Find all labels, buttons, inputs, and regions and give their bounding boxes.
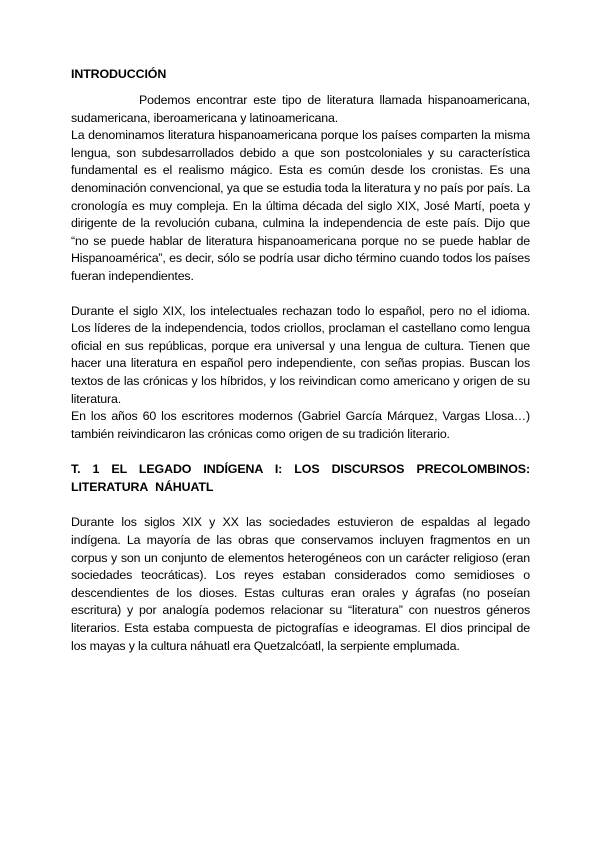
section-heading: T. 1 EL LEGADO INDÍGENA I: LOS DISCURSOS PRECOLOMBINOS: LITERATURA NÁHUATL bbox=[71, 462, 530, 494]
spacer bbox=[71, 496, 530, 514]
section-paragraph-1: Durante los siglos XIX y XX las sociedades estuvieron de espaldas al legado indígena. La mayoría de las obras que conservamos incluyen fragmentos en un corpus y son un conjunto de elementos heterogéneos con un carácter religioso (eran sociedades teocráticas). Los reyes estaban considerados como semidioses o descendientes de los dioses. Estas culturas eran orales y ágrafas (no poseían escritura) y por analogía podemos relacionar su “literatura” con nuestros géneros literarios. Esta estaba compuesta de pictografías e ideogramas. El dios principal de los mayas y la cultura náhuatl era Quetzalcóatl, la serpiente emplumada. bbox=[71, 515, 530, 653]
intro-paragraph-3: Durante el siglo XIX, los intelectuales rechazan todo lo español, pero no el idioma. Los líderes de la independencia, todos criollos, proclaman el castellano como lengua oficial en sus repúblicas, porque era universal y una lengua de cultura. Tienen que hacer una literatura en español pero independiente, con señas propias. Buscan los textos de las crónicas y los híbridos, y los reivindican como americano y origen de su literatura. bbox=[71, 303, 530, 406]
document-page bbox=[71, 64, 530, 655]
intro-paragraph-2: La denominamos literatura hispanoamericana porque los países comparten la misma lengua, son subdesarrollados debido a que son postcoloniales y su característica fundamental es el realismo mágico. Esta es común desde los cronistas. Es una denominación convencional, ya que se estudia toda la literatura y no país por país. La cronología es muy compleja. En la última década del siglo XIX, José Martí, poeta y dirigente de la revolución cubana, culmina la independencia de este país. Dijo que “no se puede hablar de literatura hispanoamericana porque no se puede hablar de Hispanoamérica”, es decir, sólo se podría usar dicho término cuando todos los países fueran independientes. bbox=[71, 128, 530, 283]
spacer bbox=[71, 84, 530, 92]
intro-heading: INTRODUCCIÓN bbox=[71, 67, 167, 81]
intro-paragraph-1: Podemos encontrar este tipo de literatura llamada hispanoamericana, sudamericana, iberoamericana y latinoamericana. bbox=[71, 93, 530, 125]
intro-paragraph-4: En los años 60 los escritores modernos (Gabriel García Márquez, Vargas Llosa…) también reivindicaron las crónicas como origen de su tradición literario. bbox=[71, 409, 530, 441]
spacer bbox=[71, 286, 530, 303]
spacer bbox=[71, 443, 530, 461]
